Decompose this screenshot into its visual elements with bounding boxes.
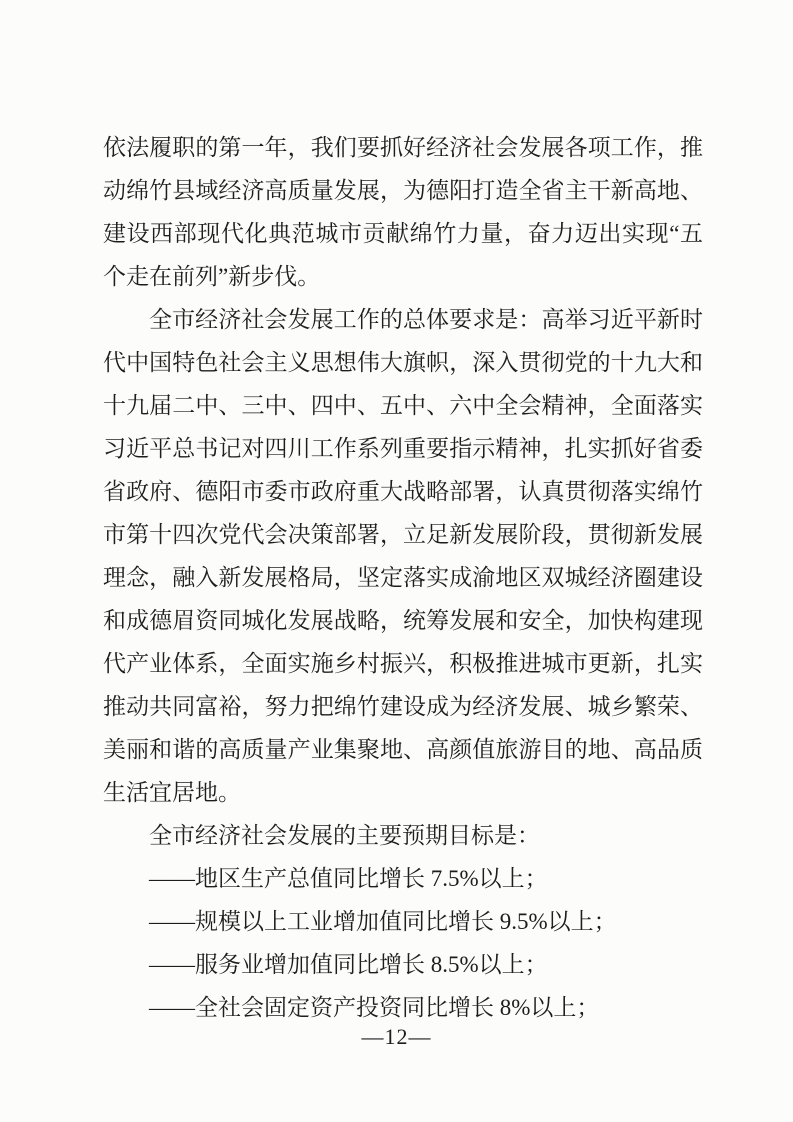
goal-line-industry: ——规模以上工业增加值同比增长 9.5%以上；: [149, 909, 617, 934]
document-body: [103, 126, 703, 1029]
page-number: —12—: [361, 1024, 432, 1049]
paragraph-overall-requirements: 全市经济社会发展工作的总体要求是：高举习近平新时代中国特色社会主义思想伟大旗帜，深入贯彻党的十九大和十九届二中、三中、四中、五中、六中全会精神，全面落实习近平总书记对四川工作系列重要指示精神，扎实抓好省委省政府、德阳市委市政府重大战略部署，认真贯彻落实绵竹市第十四次党代会决策部署，立足新发展阶段，贯彻新发展理念，融入新发展格局，坚定落实成渝地区双城经济圈建设和成德眉资同城化发展战略，统筹发展和安全，加快构建现代产业体系，全面实施乡村振兴，积极推进城市更新，扎实推动共同富裕，努力把绵竹建设成为经济发展、城乡繁荣、美丽和谐的高质量产业集聚地、高颜值旅游目的地、高品质生活宜居地。: [103, 307, 703, 805]
goal-line-investment: ——全社会固定资产投资同比增长 8%以上；: [149, 995, 600, 1020]
paragraph-goals-intro: 全市经济社会发展的主要预期目标是：: [149, 823, 540, 848]
goal-line-services: ——服务业增加值同比增长 8.5%以上；: [149, 952, 548, 977]
goal-line-gdp: ——地区生产总值同比增长 7.5%以上；: [149, 866, 548, 891]
paragraph-continuation: 依法履职的第一年，我们要抓好经济社会发展各项工作，推动绵竹县域经济高质量发展，为德阳打造全省主干新高地、建设西部现代化典范城市贡献绵竹力量，奋力迈出实现“五个走在前列”新步伐。: [103, 135, 703, 289]
